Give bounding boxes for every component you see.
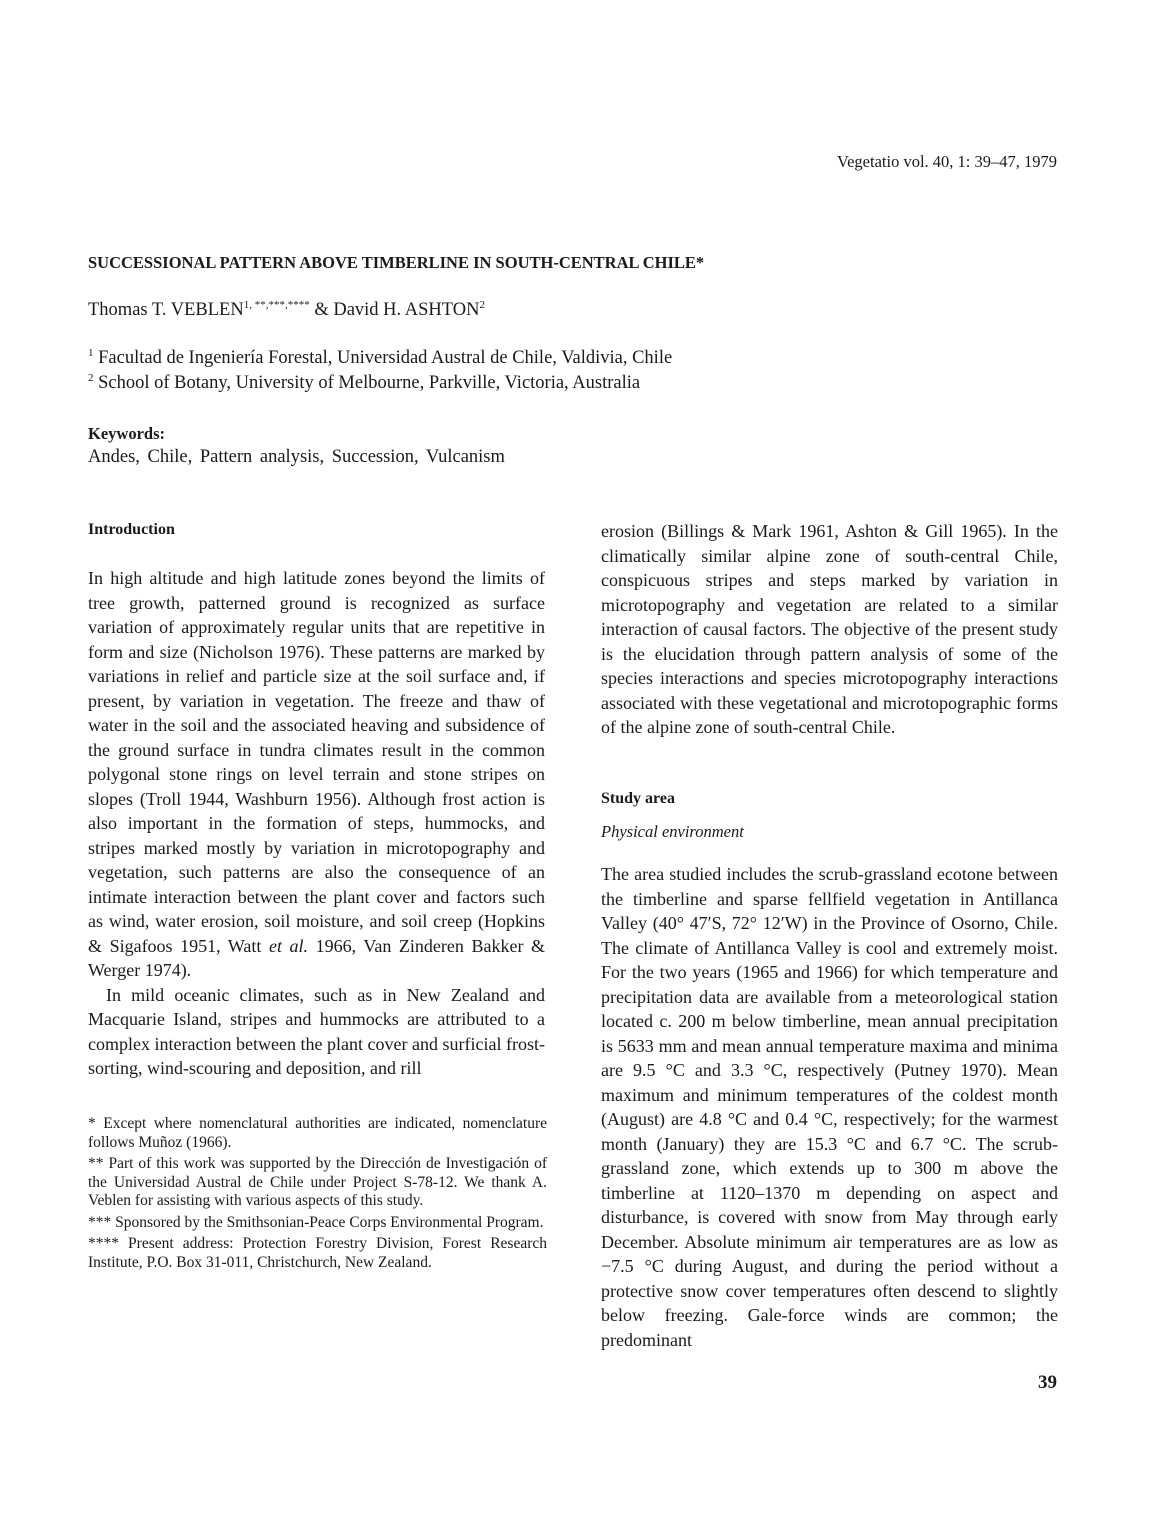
physical-environment-heading: Physical environment (601, 822, 744, 841)
author-2: David H. ASHTON (333, 300, 480, 320)
affiliation-2 (88, 373, 640, 394)
intro-paragraph-continued: erosion (Billings & Mark 1961, Ashton & Gill 1965). In the climatically similar alpine zone of south-central Chile, conspicuous stripes and steps marked by variation in microtopography and vegetation are related to a similar interaction of causal factors. The objective of the present study is the elucidation through pattern analysis of some of the species interactions and species microtopography interactions associated with these vegetational and microtopographic forms of the alpine zone of south-central Chile. (601, 521, 1058, 737)
study-area-heading: Study area (601, 790, 675, 807)
affiliation-number: 2 (88, 371, 94, 384)
affiliation-text: Facultad de Ingeniería Forestal, Universidad Austral de Chile, Valdivia, Chile (93, 348, 673, 368)
author-2-footnote-mark: 2 (479, 298, 485, 311)
affiliation-1 (88, 348, 672, 369)
keywords-text: Andes, Chile, Pattern analysis, Succession, Vulcanism (88, 447, 505, 467)
footnote-1: * Except where nomenclatural authorities are indicated, nomenclature follows Muñoz (1966). (88, 1115, 547, 1151)
et-al-italic: et al. (269, 935, 309, 956)
journal-reference: Vegetatio vol. 40, 1: 39–47, 1979 (837, 152, 1057, 171)
footnote-2: ** Part of this work was supported by the Dirección de Investigación of the Universidad Austral de Chile under Project S-78-12. We thank A. Veblen for assisting with various aspects of this study. (88, 1155, 547, 1209)
affiliation-text: School of Botany, University of Melbourne, Parkville, Victoria, Australia (93, 373, 641, 393)
author-1-footnote-marks: 1, **,***,**** (243, 298, 310, 311)
footnote-3: *** Sponsored by the Smithsonian-Peace Corps Environmental Program. (88, 1213, 544, 1231)
intro-paragraph-1 (88, 566, 545, 983)
intro-paragraph-1-end: 1966, Van Zinderen Bakker & Werger 1974). (88, 935, 546, 980)
right-column-bottom (601, 862, 1058, 1352)
intro-paragraph-2: In mild oceanic climates, such as in New Zealand and Macquarie Island, stripes and hummocks are attributed to a complex interaction between the plant cover and surficial frost-sorting, wind-scouring and deposition, and rill (88, 984, 545, 1078)
author-separator: & (309, 300, 334, 320)
study-area-paragraph: The area studied includes the scrub-grassland ecotone between the timberline and sparse fellfield vegetation in Antillanca Valley (40° 47′S, 72° 12′W) in the Province of Osorno, Chile. The climate of Antillanca Valley is cool and extremely moist. For the two years (1965 and 1966) for which temperature and precipitation data are available from a meteorological station located c. 200 m below timberline, mean annual precipitation is 5633 mm and mean annual temperature maxima and minima are 9.5 °C and 3.3 °C, respectively (Putney 1970). Mean maximum and minimum temperatures of the coldest month (August) are 4.8 °C and 0.4 °C, respectively; for the warmest month (January) they are 15.3 °C and 6.7 °C. The scrub-grassland zone, which extends up to 300 m above the timberline at 1120–1370 m depending on aspect and disturbance, is covered with snow from May through early December. Absolute minimum air temperatures are as low as −7.5 °C during August, and during the period without a protective snow cover temperatures often descend to slightly below freezing. Gale-force winds are common; the predominant (601, 864, 1058, 1350)
author-1: Thomas T. VEBLEN (88, 300, 244, 320)
right-column-top (601, 519, 1058, 740)
page-number: 39 (1038, 1372, 1057, 1393)
footnote-4: **** Present address: Protection Forestry Division, Forest Research Institute, P.O. Box 31-011, Christchurch, New Zealand. (88, 1235, 547, 1271)
paper-title: SUCCESSIONAL PATTERN ABOVE TIMBERLINE IN SOUTH-CENTRAL CHILE* (88, 253, 705, 272)
intro-paragraph-1-text: In high altitude and high latitude zones beyond the limits of tree growth, patterned ground is recognized as surface variation of approximately regular units that are repetitive in form and size (Nicholson 1976). These patterns are marked by variations in relief and particle size at the soil surface and, if present, by variation in vegetation. The freeze and thaw of water in the soil and the associated heaving and subsidence of the ground surface in tundra climates result in the common polygonal stone rings on level terrain and stone stripes on slopes (Troll 1944, Washburn 1956). Although frost action is also important in the formation of steps, hummocks, and stripes marked mostly by variation in microtopography and vegetation, such patterns are also the consequence of an intimate interaction between the plant cover and factors such as wind, water erosion, soil moisture, and soil creep (Hopkins & Sigafoos 1951, Watt (88, 568, 545, 956)
keywords-heading: Keywords: (88, 424, 165, 443)
introduction-heading: Introduction (88, 521, 175, 538)
left-column (88, 566, 545, 1081)
affiliation-number: 1 (88, 346, 94, 359)
footnotes (88, 1115, 547, 1275)
author-line (88, 300, 485, 321)
